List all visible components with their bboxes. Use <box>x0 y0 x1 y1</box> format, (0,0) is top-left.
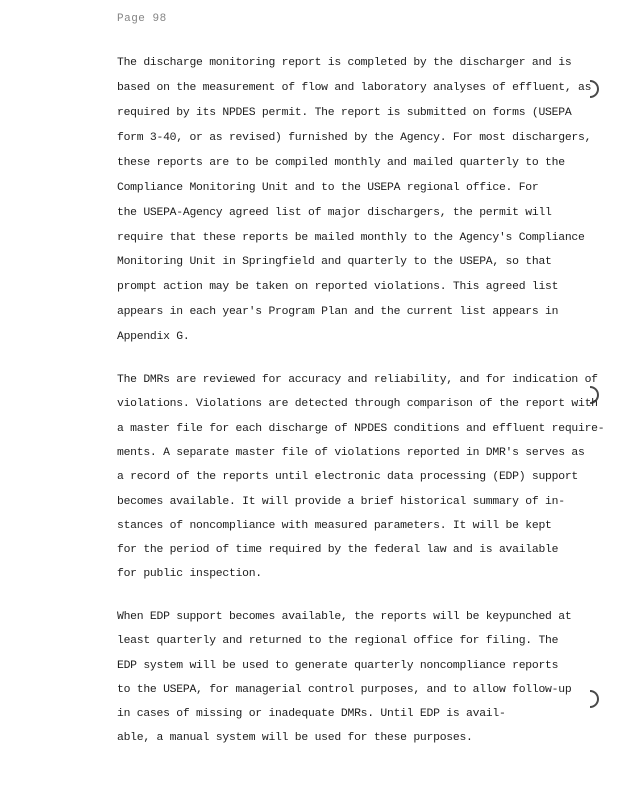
paragraph-3-line-4: to the USEPA, for managerial control purposes, and to allow follow-up <box>117 684 572 696</box>
paragraph-3-line-5: in cases of missing or inadequate DMRs. Until EDP is avail- <box>117 708 506 720</box>
paragraph-1-line-2: based on the measurement of flow and laboratory analyses of effluent, as <box>117 82 592 94</box>
paragraph-3-line-6: able, a manual system will be used for these purposes. <box>117 732 473 744</box>
paragraph-2-line-6: becomes available. It will provide a brief historical summary of in- <box>117 496 565 508</box>
binder-hole-top <box>590 80 599 98</box>
paragraph-1-line-11: appears in each year's Program Plan and the current list appears in <box>117 306 559 318</box>
paragraph-2-line-3: a master file for each discharge of NPDES conditions and effluent require- <box>117 423 605 435</box>
paragraph-2-line-9: for public inspection. <box>117 568 262 580</box>
paragraph-1-line-1: The discharge monitoring report is completed by the discharger and is <box>117 57 572 69</box>
paragraph-2-line-5: a record of the reports until electronic data processing (EDP) support <box>117 471 578 483</box>
paragraph-2-line-8: for the period of time required by the federal law and is available <box>117 544 559 556</box>
paragraph-1-line-6: Compliance Monitoring Unit and to the USEPA regional office. For <box>117 182 539 194</box>
page-number-header: Page 98 <box>117 13 167 25</box>
paragraph-1-line-4: form 3-40, or as revised) furnished by the Agency. For most dischargers, <box>117 132 592 144</box>
paragraph-1-line-9: Monitoring Unit in Springfield and quarterly to the USEPA, so that <box>117 256 552 268</box>
paragraph-3-line-1: When EDP support becomes available, the reports will be keypunched at <box>117 611 572 623</box>
paragraph-2-line-7: stances of noncompliance with measured parameters. It will be kept <box>117 520 552 532</box>
paragraph-3-line-3: EDP system will be used to generate quarterly noncompliance reports <box>117 660 559 672</box>
paragraph-1-line-7: the USEPA-Agency agreed list of major dischargers, the permit will <box>117 207 552 219</box>
paragraph-1-line-8: require that these reports be mailed monthly to the Agency's Compliance <box>117 232 585 244</box>
paragraph-1-line-10: prompt action may be taken on reported violations. This agreed list <box>117 281 559 293</box>
paragraph-2-line-1: The DMRs are reviewed for accuracy and reliability, and for indication of <box>117 374 598 386</box>
paragraph-1-line-3: required by its NPDES permit. The report is submitted on forms (USEPA <box>117 107 572 119</box>
paragraph-2-line-2: violations. Violations are detected through comparison of the report with <box>117 398 598 410</box>
binder-hole-bottom <box>590 690 599 708</box>
paragraph-1-line-12: Appendix G. <box>117 331 190 343</box>
paragraph-3-line-2: least quarterly and returned to the regional office for filing. The <box>117 635 559 647</box>
paragraph-2-line-4: ments. A separate master file of violations reported in DMR's serves as <box>117 447 585 459</box>
paragraph-1-line-5: these reports are to be compiled monthly and mailed quarterly to the <box>117 157 565 169</box>
